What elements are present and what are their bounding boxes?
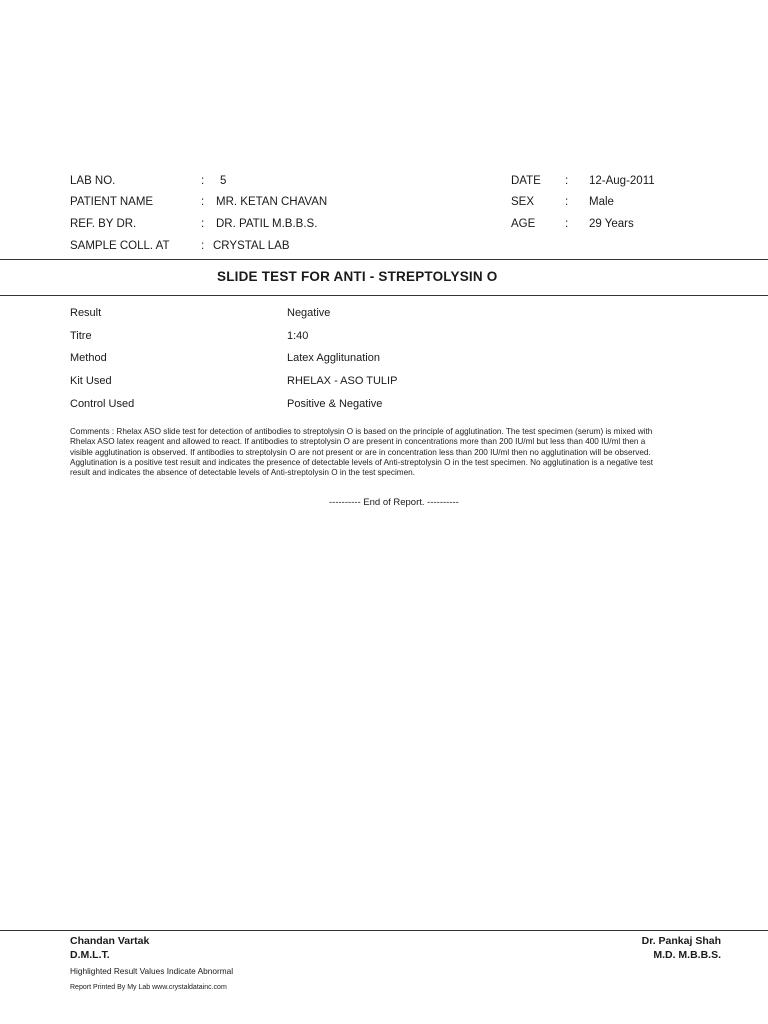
footer-divider (0, 930, 768, 931)
method-label: Method (70, 352, 107, 364)
printed-by: Report Printed By My Lab www.crystaldatainc.com (70, 984, 227, 991)
sample-coll-sep: : (201, 240, 205, 252)
method-value: Latex Agglitunation (287, 352, 380, 364)
header-top-divider (0, 259, 768, 260)
control-used-label: Control Used (70, 398, 135, 410)
titre-value: 1:40 (287, 330, 309, 342)
age-sep: : (565, 218, 569, 230)
lab-no-label: LAB NO. (70, 175, 116, 187)
technician-qualification: D.M.L.T. (70, 949, 110, 961)
patient-name-value: MR. KETAN CHAVAN (216, 196, 328, 208)
lab-no-value: 5 (220, 175, 227, 187)
comments-block (70, 427, 660, 478)
kit-used-label: Kit Used (70, 375, 112, 387)
date-sep: : (565, 175, 569, 187)
ref-by-value: DR. PATIL M.B.B.S. (216, 218, 318, 230)
date-value: 12-Aug-2011 (589, 175, 655, 187)
doctor-qualification: M.D. M.B.B.S. (653, 949, 721, 961)
sex-label: SEX (511, 196, 535, 208)
end-of-report: ---------- End of Report. ---------- (329, 497, 459, 508)
control-used-value: Positive & Negative (287, 398, 383, 410)
abnormal-note: Highlighted Result Values Indicate Abnormal (70, 966, 234, 976)
date-label: DATE (511, 175, 541, 187)
sample-coll-label: SAMPLE COLL. AT (70, 240, 170, 252)
header-bottom-divider (0, 295, 768, 296)
result-label: Result (70, 307, 102, 319)
sample-coll-value: CRYSTAL LAB (213, 240, 290, 252)
patient-name-sep: : (201, 196, 205, 208)
kit-used-value: RHELAX - ASO TULIP (287, 375, 398, 387)
titre-label: Titre (70, 330, 92, 342)
age-value: 29 Years (589, 218, 634, 230)
sex-value: Male (589, 196, 614, 208)
comments-paragraph: Comments : Rhelax ASO slide test for detection of antibodies to streptolysin O is based on the principle of agglutination. The test specimen (serum) is mixed with Rhelax ASO latex reagent and allowed to react. If antibodies to streptolysin O are present in concentrations more than 200 IU/ml but less than 400 IU/ml then a visible agglutination is observed. If antibodies to streptolysin O are not present or are in concentration less than 200 IU/ml then no agglutination will be observed. (70, 427, 653, 457)
doctor-name: Dr. Pankaj Shah (641, 935, 721, 947)
ref-by-label: REF. BY DR. (70, 218, 137, 230)
technician-name: Chandan Vartak (70, 935, 150, 947)
sex-sep: : (565, 196, 569, 208)
lab-no-sep: : (201, 175, 205, 187)
result-value: Negative (287, 307, 331, 319)
report-title: SLIDE TEST FOR ANTI - STREPTOLYSIN O (217, 269, 498, 284)
comments-paragraph: Agglutination is a positive test result and indicates the presence of detectable levels of Anti-streptolysin O in the test specimen. No agglutination is a negative test result and indicates the absence of detectable levels of Anti-streptolysin O in the test specimen. (70, 457, 654, 478)
age-label: AGE (511, 218, 536, 230)
patient-name-label: PATIENT NAME (70, 196, 154, 208)
ref-by-sep: : (201, 218, 205, 230)
